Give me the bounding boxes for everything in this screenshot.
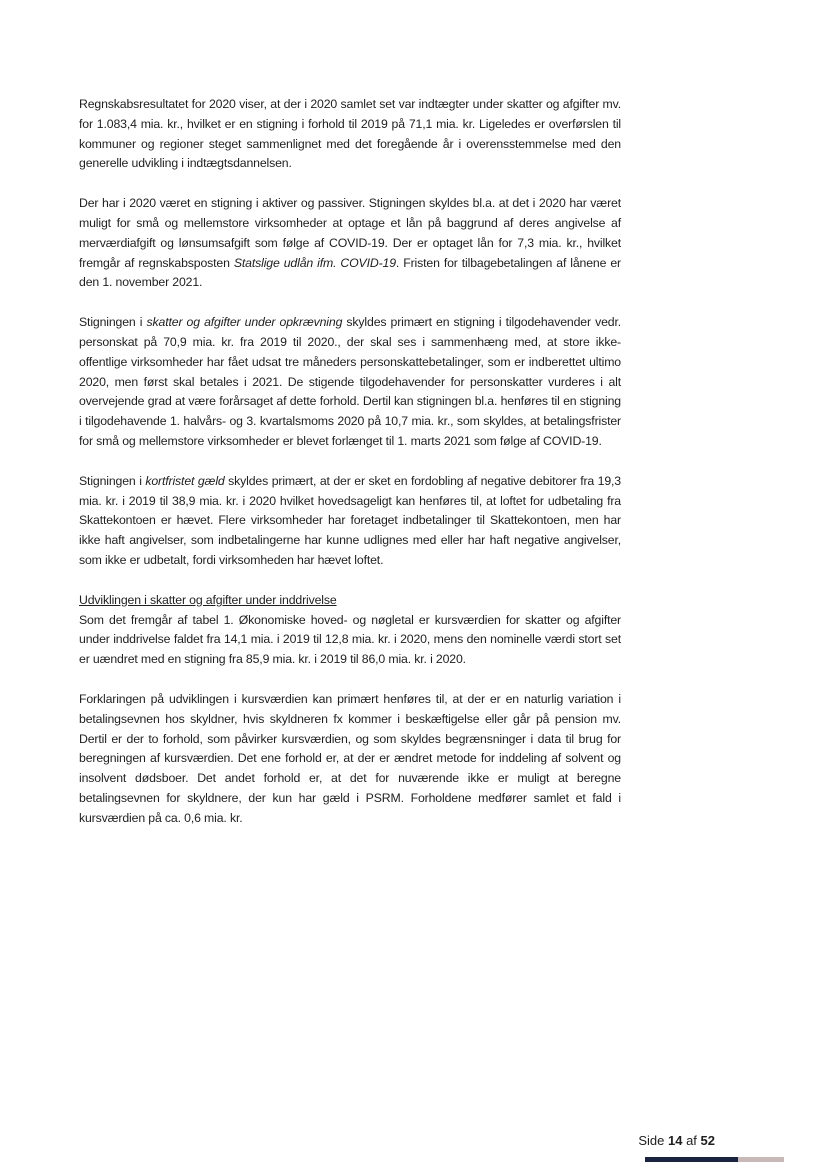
page-number <box>638 1133 715 1148</box>
page-middle: af <box>682 1133 701 1148</box>
page-prefix: Side <box>638 1133 668 1148</box>
current-page: 14 <box>667 1133 683 1148</box>
paragraph-text: . Fristen for tilbagebetalingen af lånene er den 1. november 2021. <box>79 255 621 290</box>
paragraph-skatter-under-opkraevning <box>79 313 621 452</box>
paragraph-kortfristet-gaeld <box>79 472 621 571</box>
paragraph-text: skyldes primært en stigning i tilgodehavender vedr. personskat på 70,9 mia. kr. fra 2019 til 2020., der skal ses i sammenhæng med, at store ikke-offentlige virksomheder har fået udsat tre måneders personskattebetalinger, som er indberettet ultimo 2020, men først skal betales i 2021. De stigende tilgodehavender for personskatter vurderes i alt overvejende grad at være forårsaget af dette forhold. Dertil kan stigningen bl.a. henføres til en stigning i tilgodehavende 1. halvårs- og 3. kvartalsmoms 2020 på 10,7 mia. kr., som skyldes, at betalingsfrister for små og mellemstore virksomheder er blevet forlænget til 1. marts 2021 som følge af COVID-19. <box>79 315 621 448</box>
paragraph-aktiver-passiver <box>79 194 621 293</box>
paragraph-inddrivelse: Som det fremgår af tabel 1. Økonomiske hoved- og nøgletal er kursværdien for skatter og afgifter under inddrivelse faldet fra 14,1 mia. i 2019 til 12,8 mia. kr. i 2020, mens den nominelle værdi stort set er uændret med en stigning fra 85,9 mia. kr. i 2019 til 86,0 mia. kr. i 2020. <box>79 612 621 667</box>
emphasis-term: skatter og afgifter under opkrævning <box>146 315 343 330</box>
emphasis-term: Statslige udlån ifm. COVID-19 <box>233 255 396 270</box>
emphasis-term: kortfristet gæld <box>145 473 225 488</box>
paragraph-text: Stigningen i <box>79 473 146 488</box>
paragraph-text: skyldes primært, at der er sket en fordobling af negative debitorer fra 19,3 mia. kr. i 2019 til 38,9 mia. kr. i 2020 hvilket hovedsageligt kan henføres til, at loftet for udbetaling fra Skattekontoen er hævet. Flere virksomheder har foretaget indbetalinger til Skattekontoen, men har ikke haft angivelser, som indbetalingerne har kunne udlignes med eller har haft negative angivelser, som ikke er udbetalt, fordi virksomheden har hævet loftet. <box>79 473 621 567</box>
page-content <box>79 95 621 849</box>
footer-bar-segment-3 <box>738 1157 784 1162</box>
total-pages: 52 <box>700 1133 715 1148</box>
paragraph-kursvaerdi-forklaring: Forklaringen på udviklingen i kursværdien kan primært henføres til, at der er en naturlig variation i betalingsevnen hos skyldner, hvis skyldneren fx kommer i beskæftigelse eller går på pension mv. Dertil er der to forhold, som påvirker kursværdien, og som skyldes begrænsninger i data til brug for beregningen af kursværdien. Det ene forhold er, at der er ændret metode for inddeling af solvent og insolvent dødsboer. Det andet forhold er, at det for nuværende ikke er muligt at beregne betalingsevnen for skyldnere, der kun har gæld i PSRM. Forholdene medfører samlet et fald i kursværdien på ca. 0,6 mia. kr. <box>79 691 621 825</box>
paragraph-text: Der har i 2020 været en stigning i aktiver og passiver. Stigningen skyldes bl.a. at det i 2020 har været muligt for små og mellemstore virksomheder at optage et lån på baggrund af deres angivelse af merværdiafgift og lønsumsafgift som følge af COVID-19. Der er optaget lån for 7,3 mia. kr., hvilket fremgår af regnskabsposten <box>79 196 621 270</box>
section-heading: Udviklingen i skatter og afgifter under inddrivelse <box>79 592 337 607</box>
paragraph-regnskabsresultat: Regnskabsresultatet for 2020 viser, at der i 2020 samlet set var indtægter under skatter og afgifter mv. for 1.083,4 mia. kr., hvilket er en stigning i forhold til 2019 på 71,1 mia. kr. Ligeledes er overførslen til kommuner og regioner steget sammenlignet med det foregående år i overensstemmelse med den generelle udvikling i indtægtsdannelsen. <box>79 97 621 171</box>
footer-bar-segment-1 <box>645 1157 690 1162</box>
footer-bar-segment-2 <box>690 1157 738 1162</box>
paragraph-text: Stigningen i <box>79 315 147 330</box>
